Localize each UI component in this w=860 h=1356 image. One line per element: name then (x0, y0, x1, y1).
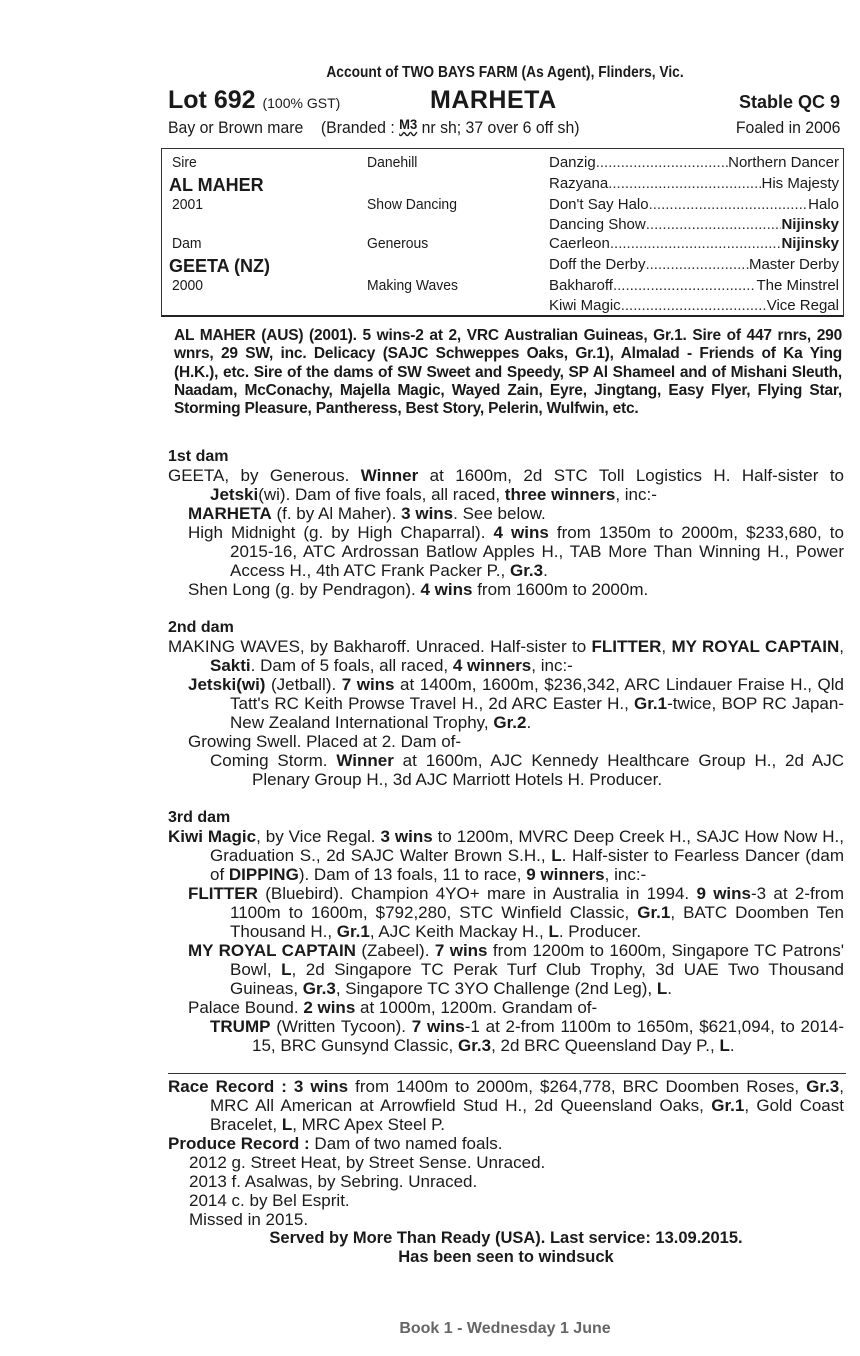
grandparent-row: Kiwi Magic ..... Vice Regal (549, 297, 839, 314)
produce-record: Produce Record : Dam of two named foals. (168, 1134, 503, 1153)
section-divider (168, 1073, 846, 1074)
sire-dam: Show Dancing (367, 196, 457, 213)
progeny-entry: Coming Storm. Winner at 1600m, AJC Kennedy Healthcare Group H., 2d AJC Plenary Group H., 3d AJC Marriott Hotels H. Producer. (210, 751, 844, 789)
grandparent-row: Bakharoff ..... The Minstrel (549, 277, 839, 294)
horse-description (168, 118, 580, 138)
grandparent-row: Don't Say Halo ..... Halo (549, 196, 839, 213)
dam-intro: GEETA, by Generous. Winner at 1600m, 2d STC Toll Logistics H. Half-sister to Jetski(wi). Dam of five foals, all raced, three winners, inc:- (168, 466, 845, 504)
brand-prefix: (Branded : (320, 118, 395, 137)
grandparent-row: Razyana ..... His Majesty (549, 175, 839, 192)
produce-item: Missed in 2015. (189, 1210, 309, 1229)
section-heading: 3rd dam (168, 809, 231, 826)
dam-intro: MAKING WAVES, by Bakharoff. Unraced. Half-sister to FLITTER, MY ROYAL CAPTAIN, Sakti. Dam of 5 foals, all raced, 4 winners, inc:- (168, 637, 845, 675)
sire-label: Sire (172, 154, 197, 171)
produce-item: 2012 g. Street Heat, by Street Sense. Unraced. (189, 1153, 546, 1172)
sire-year: 2001 (172, 196, 204, 213)
page-footer: Book 1 - Wednesday 1 June (399, 1320, 611, 1337)
dam-year: 2000 (172, 277, 204, 294)
produce-item: 2013 f. Asalwas, by Sebring. Unraced. (189, 1172, 478, 1191)
progeny-entry: Jetski(wi) (Jetball). 7 wins at 1400m, 1600m, $236,342, ARC Lindauer Fraise H., Qld Tatt's RC Keith Prowse Travel H., 2d ARC Easter H., Gr.1-twice, BOP RC Japan-New Zealand International Trophy, Gr.2. (188, 675, 845, 732)
color-sex: Bay or Brown mare (168, 118, 304, 137)
progeny-entry: High Midnight (g. by High Chaparral). 4 wins from 1350m to 2000m, $233,680, to 2015-16, ATC Ardrossan Batlow Apples H., TAB More Than Winning H., Power Access H., 4th ATC Frank Packer P., Gr.3. (188, 523, 844, 580)
first-dam-section (168, 447, 844, 599)
progeny-entry: MY ROYAL CAPTAIN (Zabeel). 7 wins from 1200m to 1600m, Singapore TC Patrons' Bowl, L, 2d Singapore TC Perak Turf Club Trophy, 3d UAE Two Thousand Guineas, Gr.3, Singapore TC 3YO Challenge (2nd Leg), L. (188, 941, 844, 998)
brand-mark-icon: M3 (399, 116, 418, 132)
grandparent-row: Doff the Derby ..... Master Derby (549, 256, 839, 273)
horse-name: MARHETA (430, 86, 557, 114)
progeny-entry: FLITTER (Bluebird). Champion 4YO+ mare in Australia in 1994. 9 wins-3 at 2-from 1100m to 1600m, $792,280, STC Winfield Classic, Gr.1, BATC Doomben Ten Thousand H., Gr.1, AJC Keith Mackay H., L. Producer. (188, 884, 845, 941)
dam-intro: Kiwi Magic, by Vice Regal. 3 wins to 1200m, MVRC Deep Creek H., SAJC How Now H., Graduation S., 2d SAJC Walter Brown S.H., L. Half-sister to Fearless Dancer (dam of DIPPING). Dam of 13 foals, 11 to race, 9 winners, inc:- (168, 827, 845, 884)
stable-label: Stable QC 9 (738, 92, 840, 112)
grandparent-row: Danzig ..... Northern Dancer (549, 154, 839, 171)
progeny-entry: Shen Long (g. by Pendragon). 4 wins from 1600m to 2000m. (188, 580, 649, 599)
progeny-entry: TRUMP (Written Tycoon). 7 wins-1 at 2-from 1100m to 1650m, $621,094, to 2014-15, BRC Gunsynd Classic, Gr.3, 2d BRC Queensland Day P., L. (210, 1017, 844, 1055)
records-section (168, 1077, 844, 1267)
progeny-entry: Growing Swell. Placed at 2. Dam of- (188, 732, 462, 751)
lot-number (168, 86, 340, 115)
lot-label: Lot 692 (168, 86, 256, 114)
sire-summary: AL MAHER (AUS) (2001). 5 wins-2 at 2, VRC Australian Guineas, Gr.1. Sire of 447 rnrs, 290 wnrs, 29 SW, inc. Delicacy (SAJC Schweppes Oaks, Gr.1), Almalad - Friends of Ka Ying (H.K.), etc. Sire of the dams of SW Sweet and Speedy, SP Al Shameel and of Mishani Sleuth, Naadam, McConachy, Majella Magic, Wayed Zain, Eyre, Jingtang, Easy Flyer, Flying Star, Storming Pleasure, Pantheress, Best Story, Pelerin, Wulfwin, etc. (174, 327, 842, 418)
foaled-year: Foaled in 2006 (735, 118, 840, 137)
grandparent-row: Caerleon ..... Nijinsky (549, 235, 839, 252)
third-dam-section (168, 808, 844, 1055)
produce-item: 2014 c. by Bel Esprit. (189, 1191, 350, 1210)
sire-name: AL MAHER (169, 175, 264, 195)
dam-name: GEETA (NZ) (169, 256, 270, 276)
windsuck-note: Has been seen to windsuck (398, 1248, 614, 1266)
dam-dam: Making Waves (367, 277, 458, 294)
section-heading: 2nd dam (168, 619, 234, 636)
dam-label: Dam (172, 235, 202, 252)
gst-note: (100% GST) (262, 95, 341, 111)
vendor-line: Account of TWO BAYS FARM (As Agent), Flinders, Vic. (326, 64, 684, 81)
served-note: Served by More Than Ready (USA). Last service: 13.09.2015. (269, 1229, 743, 1247)
progeny-entry: MARHETA (f. by Al Maher). 3 wins. See below. (188, 504, 546, 523)
dam-sire: Generous (367, 235, 429, 252)
sire-sire: Danehill (367, 154, 418, 171)
grandparent-row: Dancing Show ..... Nijinsky (549, 216, 839, 233)
section-heading: 1st dam (168, 448, 229, 465)
pedigree-table (161, 148, 844, 317)
brand-suffix: nr sh; 37 over 6 off sh) (421, 118, 580, 137)
race-record: Race Record : 3 wins from 1400m to 2000m, $264,778, BRC Doomben Roses, Gr.3, MRC All American at Arrowfield Stud H., 2d Queensland Oaks, Gr.1, Gold Coast Bracelet, L, MRC Apex Steel P. (168, 1077, 844, 1134)
second-dam-section (168, 618, 844, 789)
progeny-entry: Palace Bound. 2 wins at 1000m, 1200m. Grandam of- (188, 998, 598, 1017)
